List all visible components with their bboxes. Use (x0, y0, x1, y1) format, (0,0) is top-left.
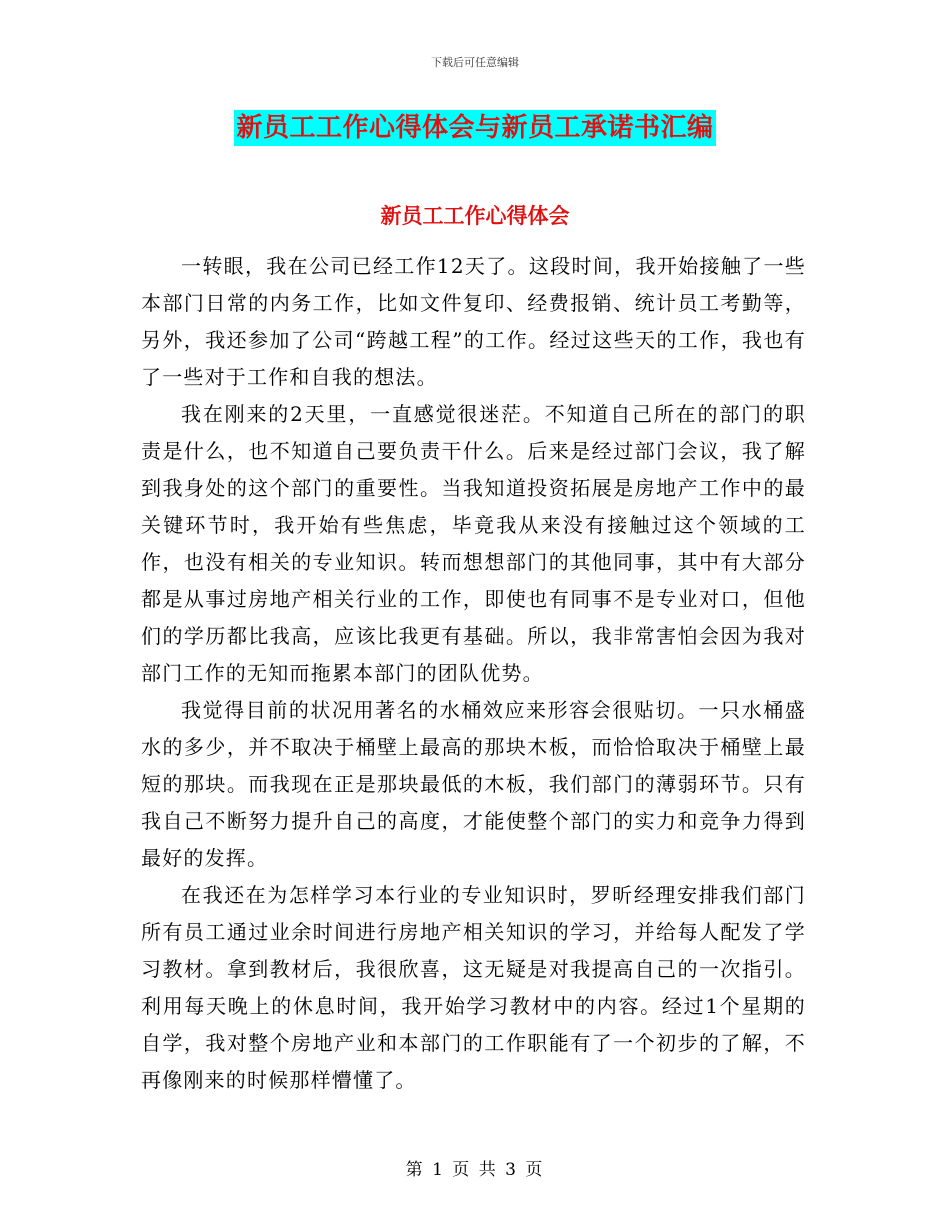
header-note: 下载后可任意编辑 (431, 56, 519, 69)
paragraph: 在我还在为怎样学习本行业的专业知识时，罗昕经理安排我们部门所有员工通过业余时间进行房地产相关知识的学习，并给每人配发了学习教材。拿到教材后，我很欣喜，这无疑是对我提高自己的一次指引。利用每天晚上的休息时间，我开始学习教材中的内容。经过1个星期的自学，我对整个房地产业和本部门的工作职能有了一个初步的了解，不再像刚来的时候那样懵懂了。 (141, 883, 806, 1092)
paragraph: 一转眼，我在公司已经工作12天了。这段时间，我开始接触了一些本部门日常的内务工作，比如文件复印、经费报销、统计员工考勤等，另外，我还参加了公司“跨越工程”的工作。经过这些天的工作，我也有了一些对于工作和自我的想法。 (141, 254, 806, 389)
paragraph: 我在刚来的2天里，一直感觉很迷茫。不知道自己所在的部门的职责是什么，也不知道自己要负责干什么。后来是经过部门会议，我了解到我身处的这个部门的重要性。当我知道投资拓展是房地产工作中的最关键环节时，我开始有些焦虑，毕竟我从来没有接触过这个领域的工作，也没有相关的专业知识。转而想想部门的其他同事，其中有大部分都是从事过房地产相关行业的工作，即使也有同事不是专业对口，但他们的学历都比我高，应该比我更有基础。所以，我非常害怕会因为我对部门工作的无知而拖累本部门的团队优势。 (141, 402, 806, 685)
section-title: 新员工工作心得体会 (380, 203, 570, 228)
document-body (141, 248, 806, 1099)
page-number: 第 1 页 共 3 页 (405, 1160, 545, 1180)
paragraph: 我觉得目前的状况用著名的水桶效应来形容会很贴切。一只水桶盛水的多少，并不取决于桶壁上最高的那块木板，而恰恰取决于桶壁上最短的那块。而我现在正是那块最低的木板，我们部门的薄弱环节。只有我自己不断努力提升自己的高度，才能使整个部门的实力和竞争力得到最好的发挥。 (141, 698, 806, 870)
document-title-container (0, 110, 950, 146)
document-title: 新员工工作心得体会与新员工承诺书汇编 (234, 110, 715, 146)
